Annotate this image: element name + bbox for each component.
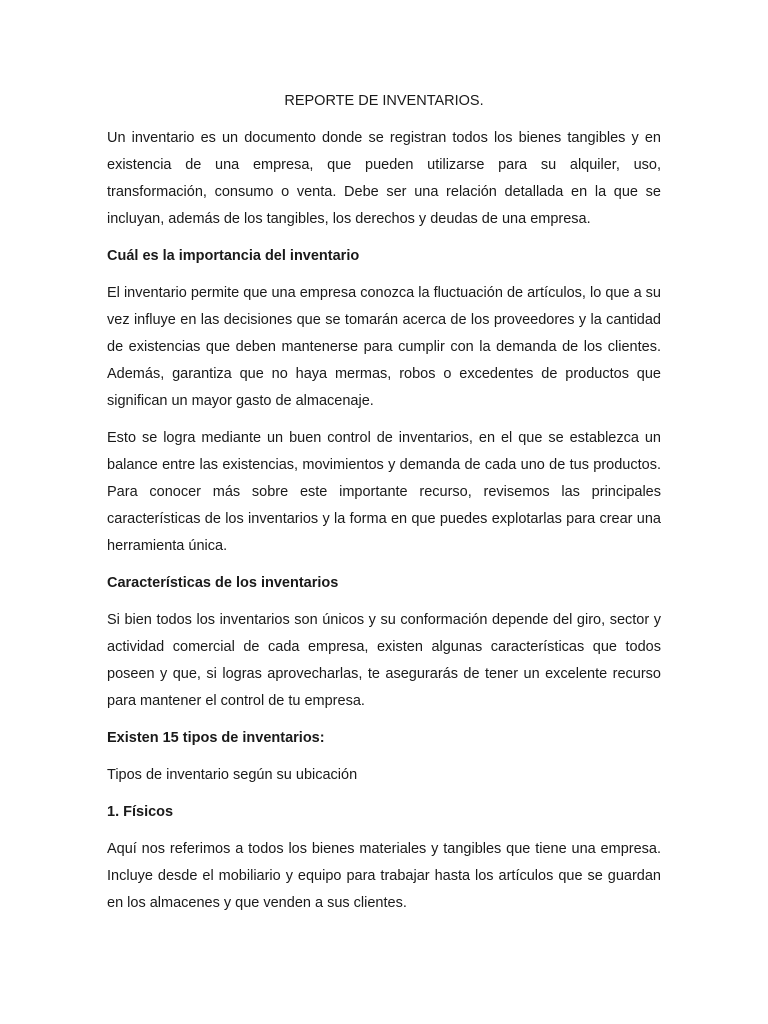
paragraph-characteristics: Si bien todos los inventarios son únicos y su conformación depende del giro, sector y actividad comercial de cada empresa, existen algunas características que todos poseen y que, si logras aprovecharlas, te asegurarás de tener un excelente recurso para mantener el control de tu empresa. <box>107 612 661 709</box>
paragraph-location-types: Tipos de inventario según su ubicación <box>107 767 358 783</box>
heading-importance: Cuál es la importancia del inventario <box>107 248 360 264</box>
heading-physical: 1. Físicos <box>107 804 174 820</box>
paragraph-control: Esto se logra mediante un buen control de inventarios, en el que se establezca un balance entre las existencias, movimientos y demanda de cada uno de tus productos. Para conocer más sobre este importante recurso, revisemos las principales características de los inventarios y la forma en que puedes explotarlas para crear una herramienta única. <box>107 430 661 554</box>
paragraph-importance: El inventario permite que una empresa conozca la fluctuación de artículos, lo que a su vez influye en las decisiones que se tomarán acerca de los proveedores y la cantidad de existencias que deben mantenerse para cumplir con la demanda de los clientes. Además, garantiza que no haya mermas, robos o excedentes de productos que significan un mayor gasto de almacenaje. <box>107 285 661 409</box>
paragraph-definition: Un inventario es un documento donde se registran todos los bienes tangibles y en existencia de una empresa, que pueden utilizarse para su alquiler, uso, transformación, consumo o venta. Debe ser una relación detallada en la que se incluyan, además de los tangibles, los derechos y deudas de una empresa. <box>107 130 661 227</box>
heading-types: Existen 15 tipos de inventarios: <box>107 730 325 746</box>
document-title: REPORTE DE INVENTARIOS. <box>284 93 484 109</box>
paragraph-physical: Aquí nos referimos a todos los bienes materiales y tangibles que tiene una empresa. Incluye desde el mobiliario y equipo para trabajar hasta los artículos que se guardan en los almacenes y que venden a sus clientes. <box>107 841 661 911</box>
heading-characteristics: Características de los inventarios <box>107 575 339 591</box>
